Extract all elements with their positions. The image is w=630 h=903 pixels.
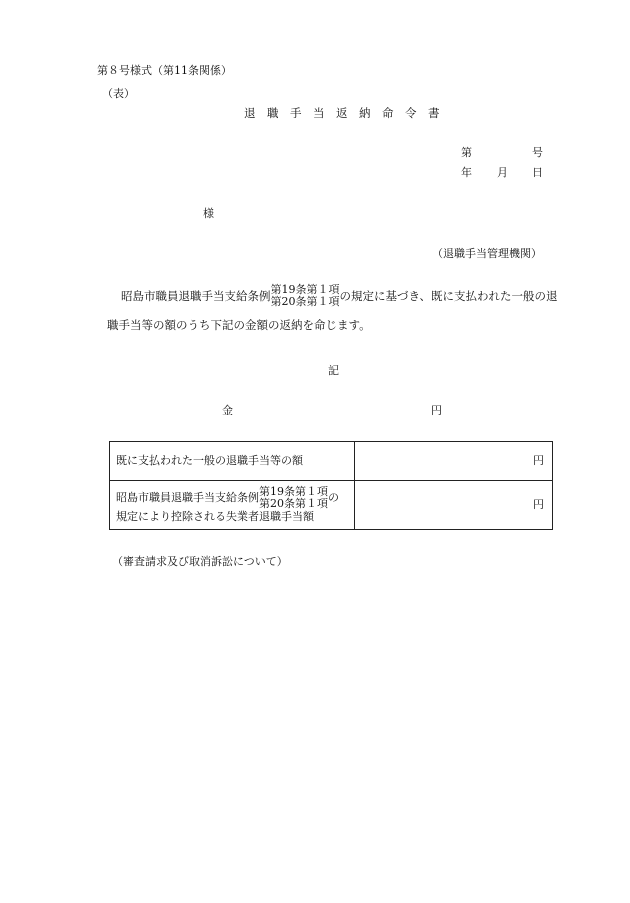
row2-no: の bbox=[328, 490, 339, 504]
form-number: 第８号様式（第11条関係） bbox=[97, 64, 232, 77]
date-day: 日 bbox=[532, 166, 543, 179]
article-a: 第19条第１項 bbox=[270, 283, 340, 296]
row2-line-2: 規定により控除される失業者退職手当額 bbox=[116, 510, 314, 524]
deducted-allowance-label bbox=[110, 481, 355, 530]
amount-yen: 円 bbox=[431, 404, 442, 417]
article-choice bbox=[271, 284, 340, 309]
article-b: 第20条第１項 bbox=[270, 295, 340, 309]
row2-article-choice bbox=[259, 486, 328, 511]
row2-article-a: 第19条第１項 bbox=[259, 484, 328, 498]
row2-article-b: 第20条第１項 bbox=[259, 496, 328, 510]
number-prefix: 第 bbox=[461, 146, 472, 159]
paid-allowance-amount: 円 bbox=[355, 442, 553, 481]
deducted-allowance-amount: 円 bbox=[355, 481, 553, 530]
appeal-notice: （審査請求及び取消訴訟について） bbox=[112, 555, 288, 568]
amount-table bbox=[109, 441, 553, 530]
body-line-1 bbox=[121, 284, 558, 309]
amount-label: 金 bbox=[222, 404, 233, 417]
table-row bbox=[110, 442, 553, 481]
issuer-label: （退職手当管理機関） bbox=[432, 247, 542, 260]
date-year: 年 bbox=[461, 166, 472, 179]
ordinance-name: 昭島市職員退職手当支給条例 bbox=[121, 288, 271, 303]
number-suffix: 号 bbox=[532, 146, 543, 159]
date-month: 月 bbox=[497, 166, 508, 179]
addressee-suffix: 様 bbox=[203, 207, 214, 220]
body-line-2: 職手当等の額のうち下記の金額の返納を命じます。 bbox=[107, 318, 371, 332]
side-label: （表） bbox=[102, 87, 135, 100]
paid-allowance-label: 既に支払われた一般の退職手当等の額 bbox=[110, 442, 355, 481]
body-line-1-suffix: の規定に基づき、既に支払われた一般の退 bbox=[339, 288, 558, 303]
table-row bbox=[110, 481, 553, 530]
document-title: 退 職 手 当 返 納 命 令 書 bbox=[244, 106, 440, 120]
ki-label: 記 bbox=[328, 364, 339, 377]
row2-ordinance-name: 昭島市職員退職手当支給条例 bbox=[116, 490, 259, 504]
